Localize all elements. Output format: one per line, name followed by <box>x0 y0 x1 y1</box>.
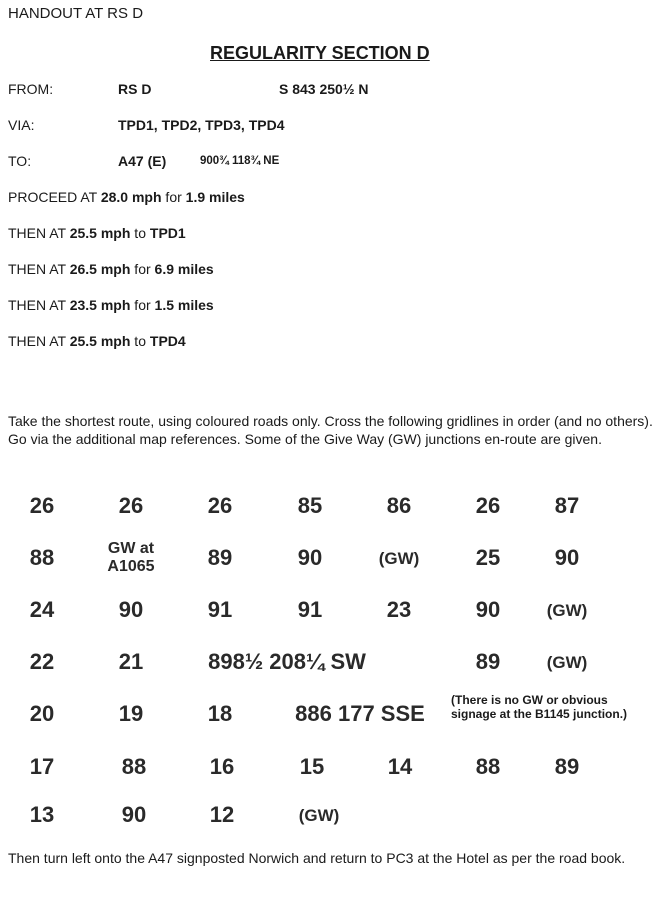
instruction-line: THEN AT 26.5 mph for 6.9 miles <box>8 261 214 277</box>
gridline-value: 14 <box>387 754 413 779</box>
instruction-line: THEN AT 25.5 mph to TPD4 <box>8 333 186 349</box>
gridline-value: 90 <box>475 597 501 622</box>
gridline-value: 17 <box>29 754 55 779</box>
give-way-marker: (GW) <box>298 806 340 825</box>
gridline-row <box>0 649 668 689</box>
gridline-row <box>0 693 668 741</box>
gridline-value: 87 <box>554 493 580 518</box>
gridline-value: 88 <box>121 754 147 779</box>
from-label: FROM: <box>8 81 54 97</box>
final-instruction: Then turn left onto the A47 signposted Norwich and return to PC3 at the Hotel as per the road book. <box>8 850 626 866</box>
gridline-value: 26 <box>475 493 501 518</box>
gridline-value: 26 <box>118 493 144 518</box>
gridline-row <box>0 597 668 637</box>
gw-junction-note: GW at A1065 <box>107 540 155 575</box>
gridline-row <box>0 540 668 585</box>
to-map-ref: 900¾ 118¾ NE <box>200 155 280 167</box>
gridline-value: 86 <box>386 493 412 518</box>
to-label: TO: <box>8 153 32 169</box>
gridline-value: 20 <box>29 701 55 726</box>
gridline-value: 89 <box>207 545 233 570</box>
gridline-row <box>0 754 668 794</box>
gridline-value: 91 <box>297 597 323 622</box>
gridline-value: 88 <box>475 754 501 779</box>
instruction-line: PROCEED AT 28.0 mph for 1.9 miles <box>8 189 245 205</box>
instruction-line: THEN AT 23.5 mph for 1.5 miles <box>8 297 214 313</box>
gridline-row <box>0 802 668 842</box>
map-reference: 886 177 SSE <box>295 701 425 726</box>
give-way-marker: (GW) <box>378 549 420 568</box>
junction-note: (There is no GW or obvious signage at the B1145 junction.) <box>451 693 628 721</box>
give-way-marker: (GW) <box>546 601 588 620</box>
from-map-ref: S 843 250½ N <box>279 81 369 97</box>
instruction-line: THEN AT 25.5 mph to TPD1 <box>8 225 186 241</box>
gridline-value: 13 <box>29 802 55 827</box>
gridline-value: 16 <box>209 754 235 779</box>
gridline-value: 90 <box>554 545 580 570</box>
via-label: VIA: <box>8 117 35 133</box>
gridline-value: 21 <box>118 649 144 674</box>
gridline-value: 18 <box>207 701 233 726</box>
handout-header: HANDOUT AT RS D <box>8 5 144 22</box>
map-reference: 898½ 208¼ SW <box>208 649 366 674</box>
gridline-value: 90 <box>118 597 144 622</box>
gridline-value: 23 <box>386 597 412 622</box>
gridline-value: 88 <box>29 545 55 570</box>
gridline-value: 19 <box>118 701 144 726</box>
gridline-value: 22 <box>29 649 55 674</box>
gridline-value: 89 <box>554 754 580 779</box>
gridline-value: 90 <box>297 545 323 570</box>
route-instructions-paragraph: Take the shortest route, using coloured roads only. Cross the following gridlines in order (and no others). Go via the additional map references. Some of the Give Way (GW) junctions en-route are given. <box>8 413 653 447</box>
gridline-value: 26 <box>207 493 233 518</box>
gridline-value: 12 <box>209 802 235 827</box>
give-way-marker: (GW) <box>546 653 588 672</box>
gridline-value: 89 <box>475 649 501 674</box>
to-value: A47 (E) <box>118 153 167 169</box>
gridline-value: 25 <box>475 545 501 570</box>
via-value: TPD1, TPD2, TPD3, TPD4 <box>118 117 285 133</box>
gridline-value: 24 <box>29 597 55 622</box>
gridline-row <box>0 493 668 533</box>
from-value: RS D <box>118 81 152 97</box>
section-title: REGULARITY SECTION D <box>210 43 430 63</box>
gridline-value: 90 <box>121 802 147 827</box>
gridline-value: 91 <box>207 597 233 622</box>
gridline-value: 26 <box>29 493 55 518</box>
gridline-value: 85 <box>297 493 323 518</box>
gridline-value: 15 <box>299 754 325 779</box>
